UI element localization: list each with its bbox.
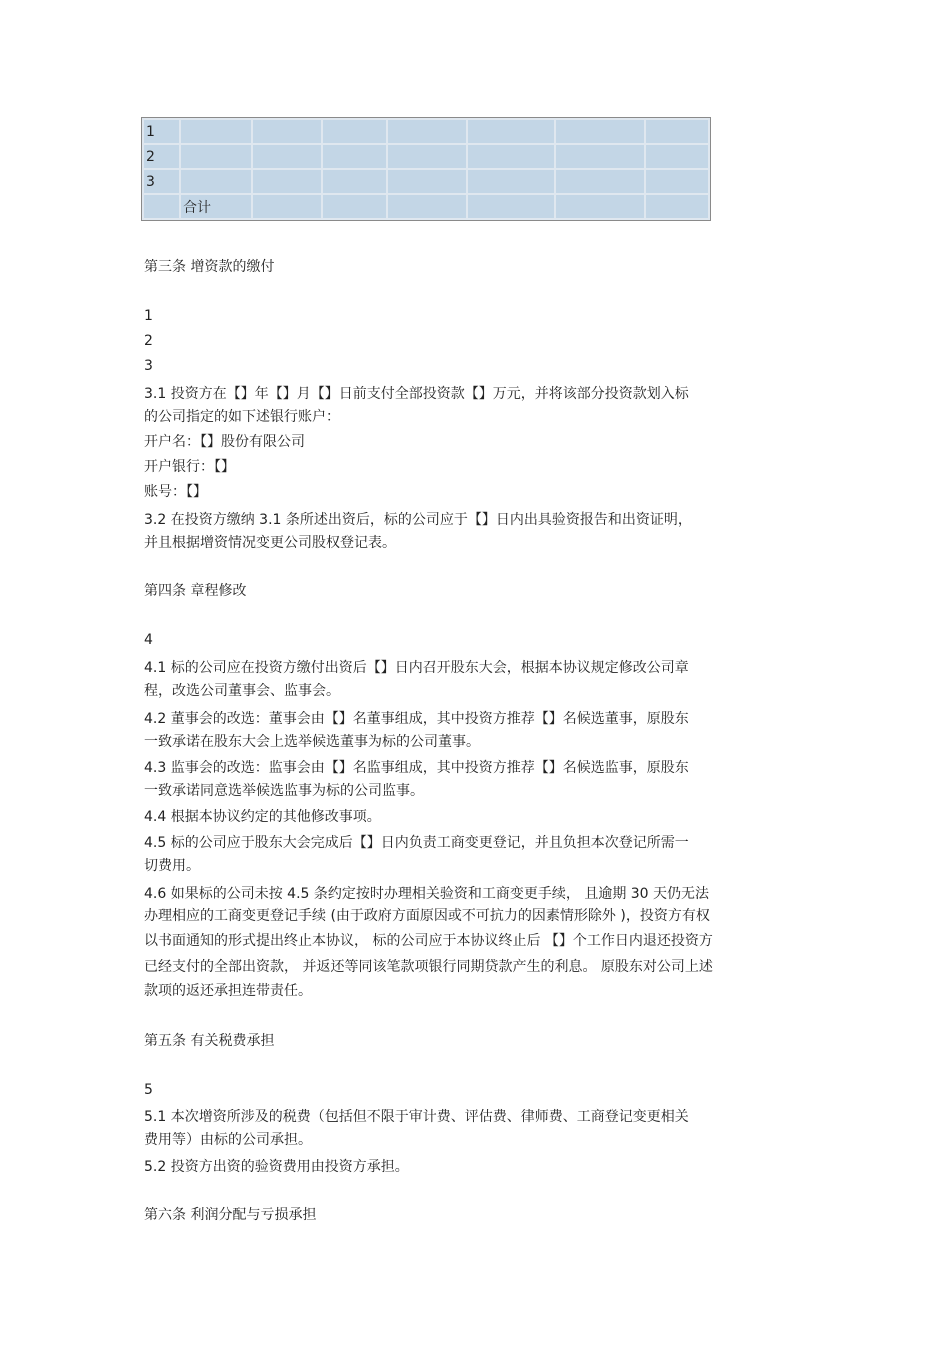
clause-3-1: 3.1 投资方在【】年【】月【】日前支付全部投资款【】万元，并将该部分投资款划入标: [144, 386, 689, 402]
account-number: 账号：【】: [144, 484, 207, 500]
article-4-heading: 第四条 章程修改: [144, 583, 247, 599]
clause-3-1-cont: 的公司指定的如下述银行账户：: [144, 409, 340, 425]
clause-4-6-cont: 已经支付的全部出资款， 并返还等同该笔款项银行同期贷款产生的利息。 原股东对公司上述: [144, 959, 713, 975]
table-cell: [180, 119, 252, 144]
clause-4-2-cont: 一致承诺在股东大会上选举候选董事为标的公司董事。: [144, 734, 480, 750]
table-cell: [467, 169, 555, 194]
table-cell: [252, 119, 322, 144]
table-cell: [252, 194, 322, 219]
clause-4-5-cont: 切费用。: [144, 858, 200, 874]
table-cell: [387, 169, 467, 194]
table-cell: [322, 144, 387, 169]
list-number: 5: [144, 1082, 153, 1098]
table-row: [143, 194, 709, 219]
table-cell: [645, 169, 709, 194]
clause-4-1: 4.1 标的公司应在投资方缴付出资后【】日内召开股东大会，根据本协议规定修改公司章: [144, 660, 689, 676]
table-cell: [645, 144, 709, 169]
list-number: 4: [144, 632, 153, 648]
table-cell: [252, 144, 322, 169]
shareholding-table: [142, 118, 710, 220]
list-number: 1: [144, 308, 153, 324]
clause-4-1-cont: 程，改选公司董事会、监事会。: [144, 683, 340, 699]
list-number: 3: [144, 358, 153, 374]
clause-5-1-cont: 费用等）由标的公司承担。: [144, 1132, 312, 1148]
list-number: 2: [144, 333, 153, 349]
clause-4-6-cont: 办理相应的工商变更登记手续 (由于政府方面原因或不可抗力的因素情形除外 )，投资方有权: [144, 908, 710, 924]
table-cell: [555, 169, 645, 194]
table-cell: [143, 194, 180, 219]
clause-5-2: 5.2 投资方出资的验资费用由投资方承担。: [144, 1159, 409, 1175]
clause-4-6-cont: 以书面通知的形式提出终止本协议， 标的公司应于本协议终止后 【】个工作日内退还投资方: [144, 933, 713, 949]
account-name: 开户名：【】股份有限公司: [144, 434, 305, 450]
table-cell: 3: [143, 169, 180, 194]
table-cell: [180, 169, 252, 194]
clause-4-4: 4.4 根据本协议约定的其他修改事项。: [144, 809, 381, 825]
account-bank: 开户银行：【】: [144, 459, 235, 475]
table-cell: [322, 169, 387, 194]
clause-3-2: 3.2 在投资方缴纳 3.1 条所述出资后，标的公司应于【】日内出具验资报告和出资证明，: [144, 512, 692, 528]
table-cell: [387, 194, 467, 219]
table-cell: [467, 194, 555, 219]
clause-4-5: 4.5 标的公司应于股东大会完成后【】日内负责工商变更登记，并且负担本次登记所需一: [144, 835, 689, 851]
article-3-heading: 第三条 增资款的缴付: [144, 259, 275, 275]
clause-4-3: 4.3 监事会的改选：监事会由【】名监事组成，其中投资方推荐【】名候选监事，原股东: [144, 760, 689, 776]
table-cell: [252, 169, 322, 194]
table-cell: [555, 144, 645, 169]
table-cell: [387, 144, 467, 169]
table-cell: 合计: [180, 194, 252, 219]
table-cell: [322, 194, 387, 219]
table-row: [143, 119, 709, 144]
table-cell: [387, 119, 467, 144]
table-cell: [555, 194, 645, 219]
table-cell: 1: [143, 119, 180, 144]
table-row: [143, 169, 709, 194]
table-cell: [322, 119, 387, 144]
table-row: [143, 144, 709, 169]
clause-5-1: 5.1 本次增资所涉及的税费（包括但不限于审计费、评估费、律师费、工商登记变更相关: [144, 1109, 689, 1125]
clause-4-6-cont: 款项的返还承担连带责任。: [144, 983, 312, 999]
table-cell: [467, 119, 555, 144]
table-cell: [467, 144, 555, 169]
clause-4-6: 4.6 如果标的公司未按 4.5 条约定按时办理相关验资和工商变更手续， 且逾期 30 天仍无法: [144, 886, 710, 902]
table-cell: [555, 119, 645, 144]
article-6-heading: 第六条 利润分配与亏损承担: [144, 1207, 317, 1223]
clause-3-2-cont: 并且根据增资情况变更公司股权登记表。: [144, 535, 396, 551]
article-5-heading: 第五条 有关税费承担: [144, 1033, 275, 1049]
table-cell: [645, 194, 709, 219]
table-cell: 2: [143, 144, 180, 169]
clause-4-2: 4.2 董事会的改选：董事会由【】名董事组成，其中投资方推荐【】名候选董事，原股东: [144, 711, 689, 727]
clause-4-3-cont: 一致承诺同意选举候选监事为标的公司监事。: [144, 783, 424, 799]
table-cell: [180, 144, 252, 169]
table-cell: [645, 119, 709, 144]
